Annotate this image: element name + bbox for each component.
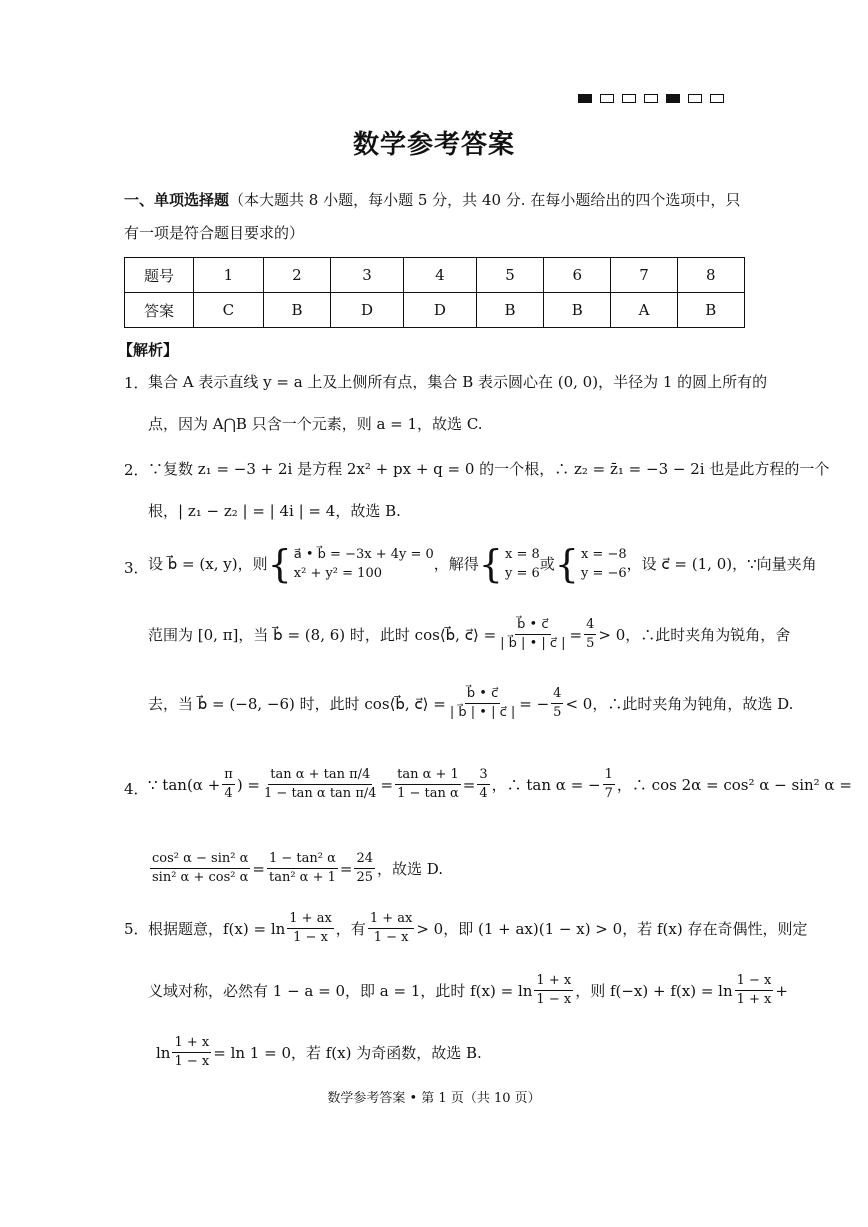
denominator: 1 − x bbox=[373, 930, 409, 945]
table-header-cell: 答案 bbox=[125, 293, 194, 328]
denominator: 1 − x bbox=[174, 1054, 210, 1069]
text-run: ln bbox=[156, 1043, 171, 1062]
equation-row: x = −8 bbox=[580, 547, 627, 562]
numerator: π bbox=[222, 766, 235, 785]
denominator: 5 bbox=[553, 705, 562, 720]
fraction bbox=[150, 850, 250, 887]
text-run: ，有 bbox=[335, 919, 366, 938]
page-title: 数学参考答案 bbox=[352, 130, 515, 160]
solution-line: 点，因为 A⋂B 只含一个元素，则 a = 1，故选 C. bbox=[148, 415, 483, 433]
text-run: = bbox=[252, 859, 265, 878]
denominator: 4 bbox=[479, 786, 488, 801]
equation-row: x = 8 bbox=[504, 547, 540, 562]
equation-system bbox=[478, 542, 540, 586]
denominator: 5 bbox=[586, 636, 595, 651]
section-note: （本大题共 8 小题，每小题 5 分，共 40 分. 在每小题给出的四个选项中，只有一项是符合题目要求的） bbox=[124, 191, 741, 242]
fraction bbox=[448, 685, 517, 722]
section-title: 一、单项选择题 bbox=[124, 191, 230, 209]
text-run: ，设 c⃗ = (1, 0)，∵向量夹角 bbox=[626, 555, 817, 573]
numerator: 1 + x bbox=[172, 1034, 211, 1053]
text-run: ，∴ tan α = − bbox=[491, 775, 601, 794]
equation-row: x² + y² = 100 bbox=[293, 566, 382, 581]
table-cell: A bbox=[611, 293, 677, 328]
table-cell: B bbox=[544, 293, 611, 328]
numerator: b⃗ • c⃗ bbox=[465, 685, 500, 704]
equation-row: a⃗ • b⃗ = −3x + 4y = 0 bbox=[293, 547, 434, 562]
fraction bbox=[551, 685, 563, 722]
table-cell: 5 bbox=[476, 258, 543, 293]
page-marker-squares bbox=[578, 94, 724, 103]
fraction bbox=[395, 766, 461, 803]
fraction bbox=[287, 910, 334, 947]
fraction bbox=[354, 850, 375, 887]
numerator: 1 + ax bbox=[368, 910, 415, 929]
section-heading bbox=[124, 184, 744, 250]
solution-line bbox=[148, 910, 807, 947]
text-run: ，故选 D. bbox=[377, 859, 444, 878]
table-cell: 6 bbox=[544, 258, 611, 293]
solution-number: 1． bbox=[124, 374, 149, 392]
solution-line: 根，| z₁ − z₂ | = | 4i | = 4，故选 B. bbox=[148, 502, 401, 520]
text-run: > 0，即 (1 + ax)(1 − x) > 0，若 f(x) 存在奇偶性，则定 bbox=[416, 919, 808, 938]
denominator: 25 bbox=[356, 870, 373, 885]
table-cell: 7 bbox=[611, 258, 677, 293]
fraction bbox=[534, 972, 573, 1009]
text-run: = bbox=[380, 775, 394, 794]
answer-table bbox=[124, 257, 745, 328]
solution-line bbox=[148, 685, 793, 722]
numerator: tan α + tan π/4 bbox=[268, 766, 372, 785]
fraction bbox=[603, 766, 615, 803]
solution-line bbox=[148, 542, 817, 586]
marker-square bbox=[600, 94, 614, 103]
text-run: = ln 1 = 0，若 f(x) 为奇函数，故选 B. bbox=[213, 1043, 482, 1062]
text-run: = − bbox=[519, 694, 550, 713]
numerator: 1 + x bbox=[534, 972, 573, 991]
table-cell: 1 bbox=[194, 258, 264, 293]
fraction bbox=[477, 766, 489, 803]
fraction bbox=[262, 766, 379, 803]
denominator: 1 − tan α bbox=[397, 786, 459, 801]
solution-number: 4． bbox=[124, 780, 149, 798]
fraction bbox=[498, 616, 567, 653]
numerator: 3 bbox=[477, 766, 489, 785]
table-cell: B bbox=[476, 293, 543, 328]
text-run: ，∴ cos 2α = cos² α − sin² α = bbox=[616, 775, 852, 794]
denominator: | b⃗ | • | c⃗ | bbox=[500, 636, 566, 651]
text-run: 设 b⃗ = (x, y)，则 bbox=[148, 555, 268, 573]
solution-line bbox=[156, 1034, 482, 1071]
numerator: 1 − tan² α bbox=[267, 850, 338, 869]
solution-line bbox=[148, 766, 852, 803]
denominator: | b⃗ | • | c⃗ | bbox=[449, 705, 516, 720]
solution-number: 5． bbox=[124, 920, 149, 938]
text-run: < 0，∴此时夹角为钝角，故选 D. bbox=[565, 694, 794, 713]
solution-line bbox=[148, 972, 788, 1009]
solution-number: 2． bbox=[124, 461, 149, 479]
denominator: 1 − x bbox=[536, 992, 572, 1007]
marker-square bbox=[666, 94, 680, 103]
brace-glyph: { bbox=[267, 542, 292, 586]
equation-row: y = 6 bbox=[504, 566, 540, 581]
numerator: cos² α − sin² α bbox=[150, 850, 250, 869]
denominator: 1 + x bbox=[736, 992, 772, 1007]
fraction bbox=[735, 972, 774, 1009]
solution-number: 3． bbox=[124, 559, 149, 577]
numerator: b⃗ • c⃗ bbox=[515, 616, 550, 635]
text-run: + bbox=[775, 981, 788, 1000]
text-run: 去，当 b⃗ = (−8, −6) 时，此时 cos⟨b⃗, c⃗⟩ = bbox=[148, 694, 446, 713]
table-header-cell: 题号 bbox=[125, 258, 194, 293]
denominator: 7 bbox=[604, 786, 613, 801]
solution-line bbox=[148, 850, 443, 887]
text-run: 或 bbox=[539, 555, 555, 573]
table-cell: 8 bbox=[677, 258, 744, 293]
marker-square bbox=[710, 94, 724, 103]
table-cell: 4 bbox=[403, 258, 476, 293]
text-run: ∵ tan(α + bbox=[148, 775, 221, 794]
numerator: 1 − x bbox=[735, 972, 774, 991]
solution-line: ∵复数 z₁ = −3 + 2i 是方程 2x² + px + q = 0 的一个根，∴ z₂ = z̄₁ = −3 − 2i 也是此方程的一个 bbox=[148, 460, 830, 478]
marker-square bbox=[688, 94, 702, 103]
brace-glyph: { bbox=[554, 542, 579, 586]
table-row bbox=[125, 258, 745, 293]
table-cell: 3 bbox=[331, 258, 404, 293]
analysis-heading: 【解析】 bbox=[118, 341, 179, 359]
marker-square bbox=[578, 94, 592, 103]
numerator: 1 bbox=[603, 766, 615, 785]
text-run: 义域对称，必然有 1 − a = 0，即 a = 1，此时 f(x) = ln bbox=[148, 981, 533, 1000]
numerator: 1 + ax bbox=[287, 910, 334, 929]
text-run: = bbox=[569, 625, 583, 644]
table-cell: B bbox=[263, 293, 330, 328]
numerator: tan α + 1 bbox=[395, 766, 461, 785]
text-run: ) = bbox=[236, 775, 261, 794]
marker-square bbox=[622, 94, 636, 103]
text-run: 根据题意，f(x) = ln bbox=[148, 919, 286, 938]
table-cell: C bbox=[194, 293, 264, 328]
fraction bbox=[222, 766, 235, 803]
denominator: 1 − x bbox=[293, 930, 328, 945]
solution-line: 集合 A 表示直线 y = a 上及上侧所有点，集合 B 表示圆心在 (0, 0)，半径为 1 的圆上所有的 bbox=[148, 373, 768, 391]
numerator: 24 bbox=[354, 850, 375, 869]
denominator: tan² α + 1 bbox=[268, 870, 336, 885]
text-run: = bbox=[462, 775, 476, 794]
numerator: 4 bbox=[584, 616, 596, 635]
numerator: 4 bbox=[551, 685, 563, 704]
page-footer: 数学参考答案 • 第 1 页（共 10 页） bbox=[327, 1091, 541, 1106]
text-run: 范围为 [0, π]，当 b⃗ = (8, 6) 时，此时 cos⟨b⃗, c⃗⟩ = bbox=[148, 625, 497, 644]
brace-glyph: { bbox=[478, 542, 503, 586]
denominator: 1 − tan α tan π/4 bbox=[264, 786, 377, 801]
fraction bbox=[267, 850, 338, 887]
marker-square bbox=[644, 94, 658, 103]
denominator: 4 bbox=[224, 786, 233, 801]
equation-system bbox=[267, 542, 434, 586]
text-run: ，则 f(−x) + f(x) = ln bbox=[575, 981, 733, 1000]
text-run: = bbox=[339, 859, 353, 878]
text-run: > 0，∴此时夹角为锐角，舍 bbox=[598, 625, 791, 644]
text-run: ，解得 bbox=[433, 555, 479, 573]
table-cell: 2 bbox=[263, 258, 330, 293]
denominator: sin² α + cos² α bbox=[152, 870, 249, 885]
table-row bbox=[125, 293, 745, 328]
table-cell: D bbox=[331, 293, 404, 328]
solution-line bbox=[148, 616, 790, 653]
fraction bbox=[584, 616, 596, 653]
table-cell: B bbox=[677, 293, 744, 328]
fraction bbox=[368, 910, 415, 947]
table-cell: D bbox=[403, 293, 476, 328]
fraction bbox=[172, 1034, 211, 1071]
equation-row: y = −6 bbox=[580, 566, 627, 581]
equation-system bbox=[554, 542, 627, 586]
